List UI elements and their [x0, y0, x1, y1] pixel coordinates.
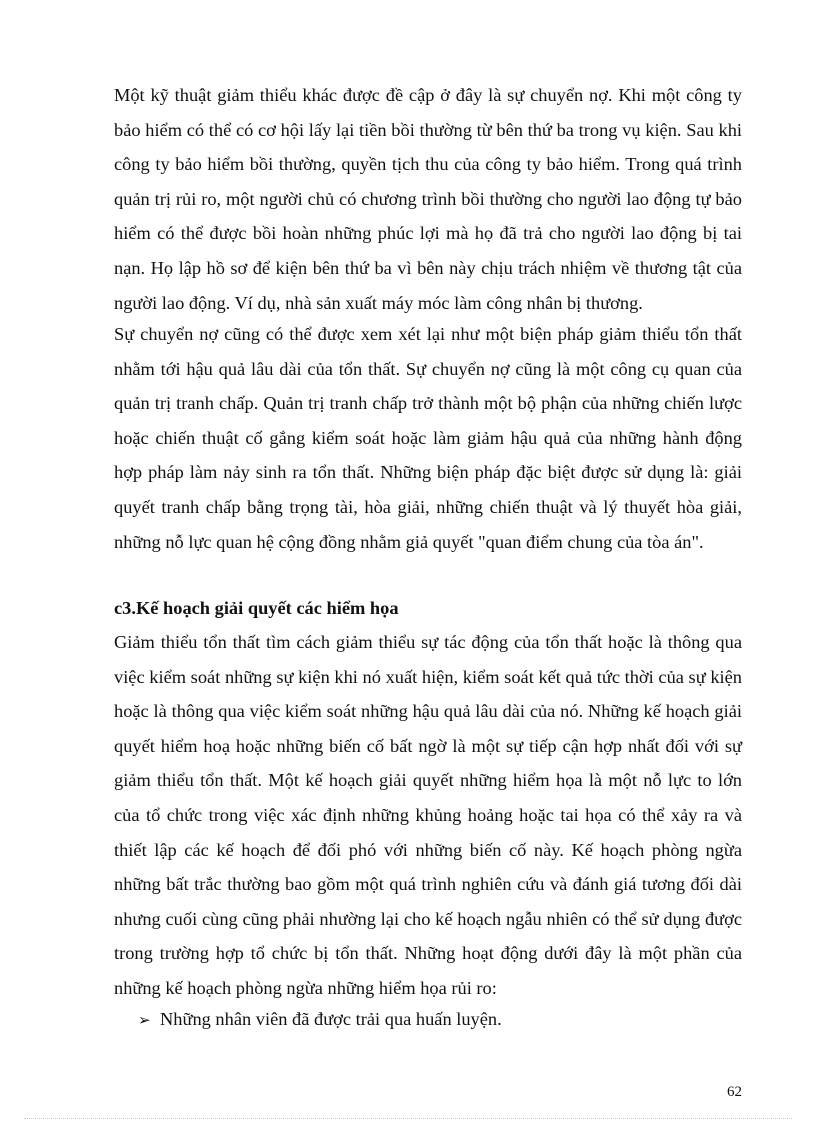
page-bottom-divider: [24, 1118, 792, 1119]
bullet-item: [138, 1002, 502, 1038]
paragraph-subrogation: Một kỹ thuật giảm thiểu khác được đề cập ở đây là sự chuyển nợ. Khi một công ty bảo hiểm có thể có cơ hội lấy lại tiền bồi thường từ bên thứ ba trong vụ kiện. Sau khi công ty bảo hiểm bồi thường, quyền tịch thu của công ty bảo hiểm. Trong quá trình quản trị rủi ro, một người chủ có chương trình bồi thường cho người lao động tự bảo hiểm có thể được bồi hoàn những phúc lợi mà họ đã trả cho người lao động bị tai nạn. Họ lập hồ sơ để kiện bên thứ ba vì bên này chịu trách nhiệm về thương tật của người lao động. Ví dụ, nhà sản xuất máy móc làm công nhân bị thương.: [114, 85, 742, 313]
paragraph-dispute-management: Sự chuyển nợ cũng có thể được xem xét lại như một biện pháp giảm thiểu tổn thất nhằm tới hậu quả lâu dài của tổn thất. Sự chuyển nợ cũng là một công cụ quan của quản trị tranh chấp. Quản trị tranh chấp trở thành một bộ phận của những chiến lược hoặc chiến thuật cố gắng kiểm soát hoặc làm giảm hậu quả của những hành động hợp pháp làm nảy sinh ra tổn thất. Những biện pháp đặc biệt được sử dụng là: giải quyết tranh chấp bằng trọng tài, hòa giải, những chiến thuật và lý thuyết hòa giải, những nỗ lực quan hệ cộng đồng nhằm giả quyết "quan điểm chung của tòa án".: [114, 324, 742, 552]
page-number: 62: [727, 1084, 742, 1100]
paragraph-contingency-plan: Giảm thiểu tổn thất tìm cách giảm thiểu sự tác động của tổn thất hoặc là thông qua việc kiểm soát những sự kiện khi nó xuất hiện, kiểm soát kết quả tức thời của sự kiện hoặc là thông qua việc kiểm soát những hậu quả lâu dài của nó. Những kế hoạch giải quyết hiểm hoạ hoặc những biến cố bất ngờ là một sự tiếp cận hợp nhất đối với sự giảm thiểu tổn thất. Một kế hoạch giải quyết những hiểm họa là một nỗ lực to lớn của tổ chức trong việc xác định những khủng hoảng hoặc tai họa có thể xảy ra và thiết lập các kế hoạch để đối phó với những biến cố này. Kế hoạch phòng ngừa những bất trắc thường bao gồm một quá trình nghiên cứu và đánh giá tương đối dài nhưng cuối cùng cũng phải nhường lại cho kế hoạch ngẫu nhiên có thể sử dụng được trong trường hợp tổ chức bị tổn thất. Những hoạt động dưới đây là một phần của những kế hoạch phòng ngừa những hiểm họa rủi ro:: [114, 632, 742, 998]
section-heading: c3.Kế hoạch giải quyết các hiểm họa: [114, 598, 399, 618]
bullet-item-text: Những nhân viên đã được trải qua huấn luyện.: [160, 1009, 502, 1029]
arrow-bullet-icon: ➢: [138, 1011, 151, 1029]
